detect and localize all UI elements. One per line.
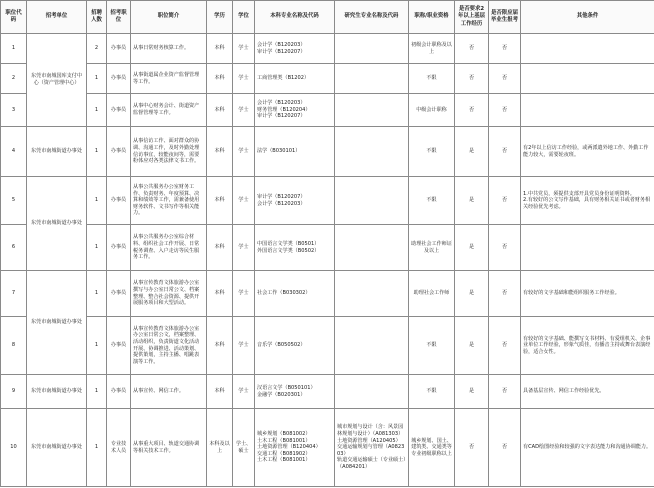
cell-intro: 从事中心财务会计、街道资产监督管理等工作。 bbox=[131, 94, 207, 127]
cell-title: 城乡规划、国土、建筑类、交通类等专业初级职称以上 bbox=[409, 409, 455, 487]
cell-code: 1 bbox=[1, 34, 27, 64]
cell-grad bbox=[335, 94, 409, 127]
cell-fresh: 否 bbox=[489, 271, 521, 317]
cell-edu: 本科 bbox=[207, 94, 233, 127]
cell-undergrad: 审计学（B120207） 会计学（B120203） bbox=[255, 177, 335, 225]
cell-other bbox=[521, 64, 654, 94]
cell-degree: 学士 bbox=[233, 375, 255, 409]
cell-basic: 是 bbox=[455, 317, 489, 375]
table-row bbox=[1, 375, 654, 409]
cell-grad bbox=[335, 271, 409, 317]
cell-position: 办事员 bbox=[107, 94, 131, 127]
cell-degree: 学士 bbox=[233, 127, 255, 177]
cell-unit: 东莞市南城国库支付中心（资产管理中心） bbox=[27, 34, 87, 127]
cell-title: 不限 bbox=[409, 64, 455, 94]
cell-position: 专业技术人员 bbox=[107, 409, 131, 487]
table-row bbox=[1, 34, 654, 64]
cell-unit: 东莞市南城街道办事处 bbox=[27, 375, 87, 409]
cell-count: 1 bbox=[87, 225, 107, 271]
cell-grad bbox=[335, 177, 409, 225]
cell-code: 6 bbox=[1, 225, 27, 271]
cell-unit: 东莞市南城街道办事处 bbox=[27, 177, 87, 271]
table-row bbox=[1, 94, 654, 127]
cell-other: 有较好的文字基础和能组织服务工作经验。 bbox=[521, 271, 654, 317]
cell-grad bbox=[335, 317, 409, 375]
cell-title: 不限 bbox=[409, 375, 455, 409]
header-fresh: 是否限应届毕业生报考 bbox=[489, 1, 521, 34]
cell-other bbox=[521, 225, 654, 271]
cell-count: 1 bbox=[87, 94, 107, 127]
table-row bbox=[1, 225, 654, 271]
cell-grad bbox=[335, 34, 409, 64]
header-intro: 职位简介 bbox=[131, 1, 207, 34]
cell-intro: 从事日常财务核算工作。 bbox=[131, 34, 207, 64]
cell-fresh: 否 bbox=[489, 409, 521, 487]
cell-count: 1 bbox=[87, 127, 107, 177]
cell-fresh: 否 bbox=[489, 375, 521, 409]
cell-grad: 城市规划与设计（含：风景园林规划与设计）（A081303） 土地资源管理（A120405） 交通运输规划与管理（A082303） 轨道交通运输硕士（专业硕士）（A084201） bbox=[335, 409, 409, 487]
cell-grad bbox=[335, 127, 409, 177]
cell-fresh: 否 bbox=[489, 317, 521, 375]
cell-basic: 是 bbox=[455, 271, 489, 317]
cell-fresh: 否 bbox=[489, 225, 521, 271]
cell-title: 初级会计职称及以上 bbox=[409, 34, 455, 64]
cell-position: 办事员 bbox=[107, 271, 131, 317]
cell-edu: 本科 bbox=[207, 127, 233, 177]
cell-position: 办事员 bbox=[107, 317, 131, 375]
cell-other bbox=[521, 94, 654, 127]
cell-edu: 本科及以上 bbox=[207, 409, 233, 487]
cell-intro: 从事街道属企业资产监督管理等工作。 bbox=[131, 64, 207, 94]
cell-title: 中级会计职称 bbox=[409, 94, 455, 127]
cell-title: 助理社会工作师证及以上 bbox=[409, 225, 455, 271]
table-row bbox=[1, 409, 654, 487]
cell-title: 不限 bbox=[409, 177, 455, 225]
cell-undergrad: 工商管理类（B1202） bbox=[255, 64, 335, 94]
header-title: 职称/职业资格 bbox=[409, 1, 455, 34]
cell-position: 办事员 bbox=[107, 375, 131, 409]
cell-count: 1 bbox=[87, 317, 107, 375]
cell-count: 1 bbox=[87, 375, 107, 409]
cell-intro: 从事宣传教育文体旅游办公室撰写与办公室日常公文、档案整理、整合社会资源、提供开展服务项目和大型活动。 bbox=[131, 271, 207, 317]
cell-basic: 否 bbox=[455, 64, 489, 94]
table-row bbox=[1, 127, 654, 177]
table-header bbox=[1, 1, 654, 34]
cell-intro: 从事宣传、网信工作。 bbox=[131, 375, 207, 409]
cell-undergrad: 汉语言文学（B050101） 金融学（B020301） bbox=[255, 375, 335, 409]
cell-position: 办事员 bbox=[107, 34, 131, 64]
header-code: 职位代码 bbox=[1, 1, 27, 34]
cell-basic: 是 bbox=[455, 225, 489, 271]
cell-intro: 从事宣传教育文体旅游办公室办公室日常公文，档案整理、活动组织，负责街道文化活动开展、协调推进、活动策划、提供策划，主持主播、唱跳表演等工作。 bbox=[131, 317, 207, 375]
cell-fresh: 否 bbox=[489, 34, 521, 64]
cell-count: 1 bbox=[87, 409, 107, 487]
cell-grad bbox=[335, 375, 409, 409]
cell-basic: 是 bbox=[455, 375, 489, 409]
cell-other: 有2年以上信访工作经验，或两派遣外地工作、外勤工作能力较大，需要轮夜班。 bbox=[521, 127, 654, 177]
cell-unit: 东莞市南城街道办事处 bbox=[27, 127, 87, 177]
cell-position: 办事员 bbox=[107, 177, 131, 225]
cell-undergrad: 中国语言文学类（B0501） 外国语言文学类（B0502） bbox=[255, 225, 335, 271]
cell-degree: 学士 bbox=[233, 225, 255, 271]
cell-fresh: 否 bbox=[489, 64, 521, 94]
cell-intro: 从事重大项目、轨道交通协调等相关技术工作。 bbox=[131, 409, 207, 487]
cell-count: 1 bbox=[87, 64, 107, 94]
cell-intro: 从事公共服务办公室综合材料、组织社会工作开展、日常税务调查、入户走访等民生服务工作。 bbox=[131, 225, 207, 271]
cell-other: 1.中共党员，须提供支部开具党员身份证明资料。 2.有较好的公文写作基础，具有财务相关证书或者财务相关经验优先考虑。 bbox=[521, 177, 654, 225]
header-edu: 学历 bbox=[207, 1, 233, 34]
cell-basic: 否 bbox=[455, 94, 489, 127]
header-count: 招聘人数 bbox=[87, 1, 107, 34]
cell-edu: 本科 bbox=[207, 64, 233, 94]
cell-undergrad: 法学（B030101） bbox=[255, 127, 335, 177]
cell-title: 不限 bbox=[409, 317, 455, 375]
cell-code: 2 bbox=[1, 64, 27, 94]
table-row bbox=[1, 177, 654, 225]
table-row bbox=[1, 271, 654, 317]
cell-fresh: 否 bbox=[489, 94, 521, 127]
cell-count: 1 bbox=[87, 271, 107, 317]
cell-other: 有较好的文字基础、能撰写文书材料、有爱组机关、企事业单位工作经验，形象气质佳，有播音主持或舞台表演经验，适合女性。 bbox=[521, 317, 654, 375]
header-position: 招考职位 bbox=[107, 1, 131, 34]
table-row bbox=[1, 64, 654, 94]
cell-basic: 是 bbox=[455, 127, 489, 177]
cell-degree: 学士 bbox=[233, 317, 255, 375]
cell-intro: 从事信访工作、面对群众的协调、沟通工作，及时外勤处理信访事宜，较能夜间等，需要粉体应对各类法律文书工作。 bbox=[131, 127, 207, 177]
cell-degree: 学士 bbox=[233, 64, 255, 94]
cell-code: 8 bbox=[1, 317, 27, 375]
cell-position: 办事员 bbox=[107, 64, 131, 94]
cell-edu: 本科 bbox=[207, 225, 233, 271]
cell-code: 10 bbox=[1, 409, 27, 487]
cell-edu: 本科 bbox=[207, 375, 233, 409]
cell-fresh: 否 bbox=[489, 127, 521, 177]
cell-degree: 学士 bbox=[233, 177, 255, 225]
cell-edu: 本科 bbox=[207, 317, 233, 375]
cell-degree: 学士、硕士 bbox=[233, 409, 255, 487]
cell-other: 具备基层宣传、网信工作经验优先。 bbox=[521, 375, 654, 409]
header-undergrad: 本科专业名称及代码 bbox=[255, 1, 335, 34]
cell-basic: 否 bbox=[455, 409, 489, 487]
cell-edu: 本科 bbox=[207, 271, 233, 317]
cell-degree: 学士 bbox=[233, 94, 255, 127]
header-degree: 学位 bbox=[233, 1, 255, 34]
cell-edu: 本科 bbox=[207, 34, 233, 64]
cell-undergrad: 城乡规划（B081002） 土木工程（B081001） 土地资源管理（B120404） 交通工程（B081902） 土木工程（B081001） bbox=[255, 409, 335, 487]
cell-code: 3 bbox=[1, 94, 27, 127]
cell-count: 1 bbox=[87, 177, 107, 225]
cell-grad bbox=[335, 64, 409, 94]
table-row bbox=[1, 317, 654, 375]
header-basic: 是否要求2年以上基层工作经历 bbox=[455, 1, 489, 34]
cell-code: 9 bbox=[1, 375, 27, 409]
cell-code: 4 bbox=[1, 127, 27, 177]
cell-grad bbox=[335, 225, 409, 271]
cell-code: 7 bbox=[1, 271, 27, 317]
header-unit: 招考单位 bbox=[27, 1, 87, 34]
cell-basic: 否 bbox=[455, 34, 489, 64]
cell-basic: 是 bbox=[455, 177, 489, 225]
cell-position: 办事员 bbox=[107, 225, 131, 271]
cell-undergrad: 社会工作（B030302） bbox=[255, 271, 335, 317]
cell-undergrad: 会计学（B120203） 财务管理（B120204） 审计学（B120207） bbox=[255, 94, 335, 127]
cell-edu: 本科 bbox=[207, 177, 233, 225]
cell-intro: 从事公共服务办公室财务工作、负责财务、年度预算、决算和绩效等工作，需兼备使用财务软件、文书写作等相关能力。 bbox=[131, 177, 207, 225]
header-grad: 研究生专业名称及代码 bbox=[335, 1, 409, 34]
cell-other: 有CAD绘图经验和较强的文字表达能力和沟通协调能力。 bbox=[521, 409, 654, 487]
cell-undergrad: 会计学（B120203） 审计学（B120207） bbox=[255, 34, 335, 64]
cell-unit: 东莞市南城街道办事处 bbox=[27, 271, 87, 375]
cell-title: 不限 bbox=[409, 127, 455, 177]
header-other: 其他条件 bbox=[521, 1, 654, 34]
cell-other bbox=[521, 34, 654, 64]
cell-code: 5 bbox=[1, 177, 27, 225]
cell-undergrad: 音乐学（B050502） bbox=[255, 317, 335, 375]
cell-degree: 学士 bbox=[233, 34, 255, 64]
cell-title: 助理社会工作师 bbox=[409, 271, 455, 317]
cell-degree: 学士 bbox=[233, 271, 255, 317]
cell-count: 2 bbox=[87, 34, 107, 64]
cell-unit: 东莞市南城街道办事处 bbox=[27, 409, 87, 487]
cell-fresh: 否 bbox=[489, 177, 521, 225]
cell-position: 办事员 bbox=[107, 127, 131, 177]
